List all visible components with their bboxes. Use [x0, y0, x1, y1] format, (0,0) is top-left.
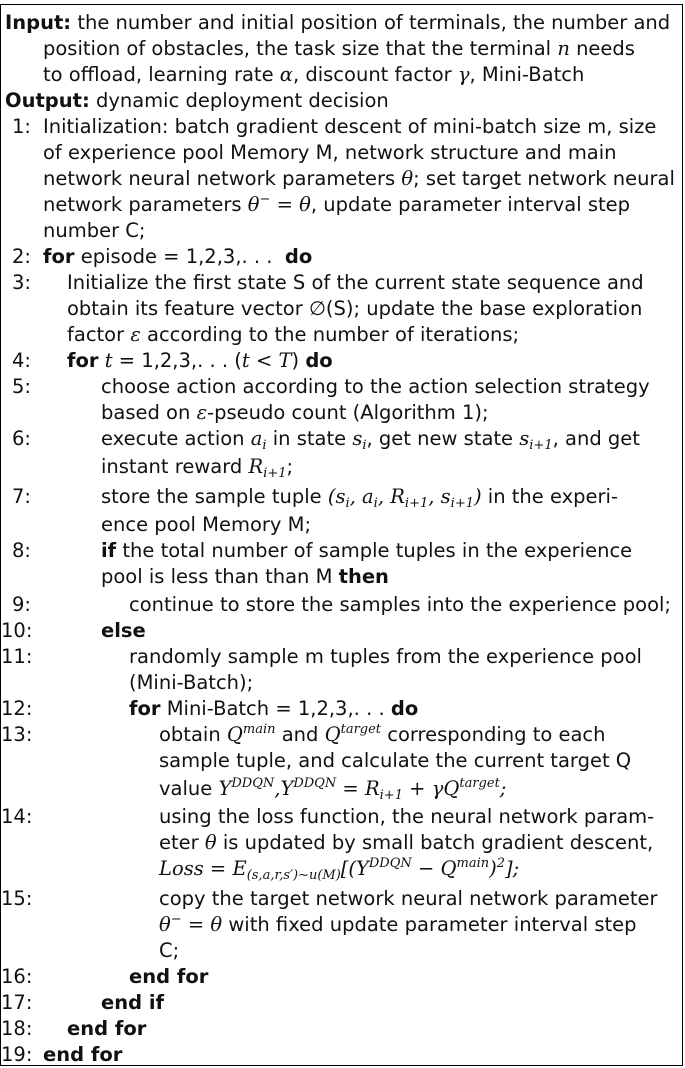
step-text: randomly sample m tuples from the experience pool — [129, 645, 642, 668]
step-text: obtain its feature vector ∅(S); update the base exploration — [67, 297, 643, 320]
step-1-line-1 — [43, 115, 656, 139]
keyword-do: do — [284, 245, 313, 268]
line-number: 17: — [1, 991, 33, 1014]
step-7-line-2 — [101, 513, 311, 537]
line-number: 1: — [12, 115, 31, 138]
step-3-line-2 — [67, 297, 642, 321]
step-18: end for — [67, 1017, 147, 1040]
math-t-lt-T: t — [241, 349, 250, 372]
step-15-line-2 — [159, 913, 637, 937]
line-number: 8: — [12, 539, 31, 562]
line-number: 6: — [12, 427, 31, 450]
keyword-if: if — [101, 539, 117, 562]
step-text: ; set target network neural — [413, 167, 675, 190]
step-text: using the loss function, the neural network param- — [159, 805, 655, 828]
input-text-4: to offload, learning rate — [43, 63, 274, 86]
step-7-line-1 — [101, 485, 618, 509]
step-1-line-3 — [43, 167, 675, 191]
step-text: -pseudo count (Algorithm 1); — [207, 401, 489, 424]
step-text: instant reward — [101, 455, 243, 478]
step-9 — [129, 593, 671, 617]
step-text: obtain — [159, 723, 221, 746]
step-text: C; — [159, 939, 180, 962]
output-label: Output: — [5, 89, 90, 112]
step-10 — [101, 619, 146, 643]
step-12 — [129, 697, 418, 721]
line-number: 9: — [12, 593, 31, 616]
keyword-then: then — [338, 565, 389, 588]
step-text: choose action according to the action selection strategy — [101, 375, 650, 398]
step-text: execute action — [101, 427, 245, 450]
line-number: 3: — [12, 271, 31, 294]
step-text: the total number of sample tuples in the experience — [122, 539, 633, 562]
line-number: 7: — [12, 485, 31, 508]
math-Q-target: $Q^{target}$ — [324, 722, 382, 746]
step-text: eter — [159, 831, 199, 854]
step-text: with fixed update parameter interval step — [228, 913, 637, 936]
step-5-line-2 — [101, 401, 489, 425]
algorithm-box — [0, 4, 683, 1066]
step-text: , update parameter interval step — [310, 193, 631, 216]
math-s-i: $s_i$ — [352, 427, 367, 453]
step-3-line-3 — [67, 323, 519, 347]
step-15-line-3 — [159, 939, 179, 963]
keyword-do: do — [390, 697, 419, 720]
math-theta: θ — [204, 831, 217, 854]
step-text: based on — [101, 401, 191, 424]
math-R-i1: $R_{i+1}$ — [248, 455, 287, 481]
step-text: corresponding to each — [387, 723, 606, 746]
line-number: 13: — [1, 723, 33, 746]
step-text: (Mini-Batch); — [129, 671, 254, 694]
input-text-5: , discount factor — [292, 63, 452, 86]
input-label: Input: — [5, 11, 72, 34]
input-text-3: needs — [576, 37, 635, 60]
line-number: 16: — [1, 965, 33, 988]
step-text: according to the number of iterations; — [147, 323, 520, 346]
input-line-1 — [5, 11, 670, 35]
step-13-line-1 — [159, 723, 606, 747]
output-line — [5, 89, 389, 113]
step-text: in the experi- — [487, 485, 619, 508]
input-text-1: the number and initial position of terminals, the number and — [77, 11, 671, 34]
step-text: network parameters — [43, 193, 242, 216]
line-number: 18: — [1, 1017, 33, 1040]
step-text: store the sample tuple — [101, 485, 322, 508]
step-17: end if — [101, 991, 165, 1014]
math-gamma: γ — [457, 63, 470, 86]
step-text: of experience pool Memory M, network structure and main — [43, 141, 617, 164]
keyword-else: else — [101, 619, 146, 642]
line-number: 12: — [1, 697, 33, 720]
step-text: ence pool Memory M; — [101, 513, 312, 536]
math-theta-minus: θ− = θ — [247, 192, 311, 216]
math-Q-main: $Q^{main}$ — [226, 722, 276, 746]
step-text: and — [281, 723, 319, 746]
step-text: value — [159, 777, 213, 800]
step-text: factor — [67, 323, 125, 346]
step-text: network neural network parameters — [43, 167, 396, 190]
math-theta: θ — [401, 167, 414, 190]
step-3-line-1 — [67, 271, 644, 295]
step-text: Mini-Batch = 1,2,3,. . . — [166, 697, 385, 720]
step-text: sample tuple, and calculate the current target Q — [159, 749, 632, 772]
input-line-2 — [43, 37, 635, 61]
math-n: n — [557, 37, 570, 60]
math-a-i: $a_i$ — [250, 427, 267, 453]
math-epsilon: ε — [196, 401, 208, 424]
step-text: continue to store the samples into the experience pool; — [129, 593, 671, 616]
step-13-line-3 — [159, 777, 506, 801]
step-2 — [43, 245, 312, 269]
step-8-line-1 — [101, 539, 632, 563]
step-text: ; — [286, 455, 294, 478]
step-1-line-4 — [43, 193, 630, 217]
step-text: , get new state — [366, 427, 514, 450]
step-11-line-2 — [129, 671, 253, 695]
line-number: 14: — [1, 805, 33, 828]
step-6-line-2 — [101, 455, 293, 479]
step-14-line-3 — [159, 857, 519, 881]
step-5-line-1 — [101, 375, 650, 399]
math-tuple: ($s_i$, $a_i$, $R_{i+1}$, $s_{i+1}$) — [327, 485, 482, 511]
line-number: 11: — [1, 645, 33, 668]
step-text: Initialize the first state S of the current state sequence and — [67, 271, 644, 294]
input-text-6: , Mini-Batch — [469, 63, 585, 86]
input-text-2: position of obstacles, the task size that the terminal — [43, 37, 552, 60]
line-number: 2: — [12, 245, 31, 268]
step-text: Initialization: batch gradient descent of mini-batch size m, size — [43, 115, 657, 138]
math-theta-minus: θ− = θ — [159, 912, 223, 936]
math-loss: Loss = $E_{(s,a,r,s')\sim u(M)}[(Y^{DDQN} - Q^{main})^2]$; — [159, 856, 520, 883]
step-1-line-5 — [43, 219, 146, 243]
math-epsilon: ε — [130, 323, 141, 346]
step-text: in state — [272, 427, 347, 450]
step-text: , and get — [552, 427, 640, 450]
step-text: copy the target network neural network parameter — [159, 887, 658, 910]
line-number: 10: — [1, 619, 33, 642]
line-number: 4: — [12, 349, 31, 372]
keyword-do: do — [305, 349, 333, 372]
step-8-line-2 — [101, 565, 389, 589]
step-13-line-2 — [159, 749, 631, 773]
math-alpha: α — [279, 63, 293, 86]
line-number: 5: — [12, 375, 31, 398]
keyword-for: for — [129, 697, 161, 720]
step-text: episode = 1,2,3,. . . — [80, 245, 273, 268]
math-t: t — [104, 349, 113, 372]
output-text: dynamic deployment decision — [95, 89, 389, 112]
step-14-line-2 — [159, 831, 653, 855]
step-text: pool is less than than M — [101, 565, 333, 588]
step-4: for t = 1,2,3,. . . (t < T) do — [67, 349, 333, 372]
step-6-line-1 — [101, 427, 640, 451]
step-14-line-1 — [159, 805, 654, 829]
step-text: ) — [291, 349, 300, 372]
step-text: = 1,2,3,. . . ( — [118, 349, 242, 372]
input-line-3 — [43, 63, 584, 87]
line-number: 15: — [1, 887, 33, 910]
keyword-for: for — [67, 349, 99, 372]
step-text: number C; — [43, 219, 146, 242]
step-16: end for — [129, 965, 209, 988]
step-11-line-1 — [129, 645, 642, 669]
step-15-line-1 — [159, 887, 657, 911]
step-text: is updated by small batch gradient descent, — [222, 831, 654, 854]
keyword-for: for — [43, 245, 75, 268]
step-1-line-2 — [43, 141, 617, 165]
step-19: end for — [43, 1043, 123, 1066]
math-Y-ddqn-eq: $Y^{DDQN},Y^{DDQN} = R_{i+1} + \gamma Q^{target}$; — [218, 776, 507, 803]
math-s-i1: $s_{i+1}$ — [519, 427, 553, 453]
line-number: 19: — [1, 1043, 33, 1066]
